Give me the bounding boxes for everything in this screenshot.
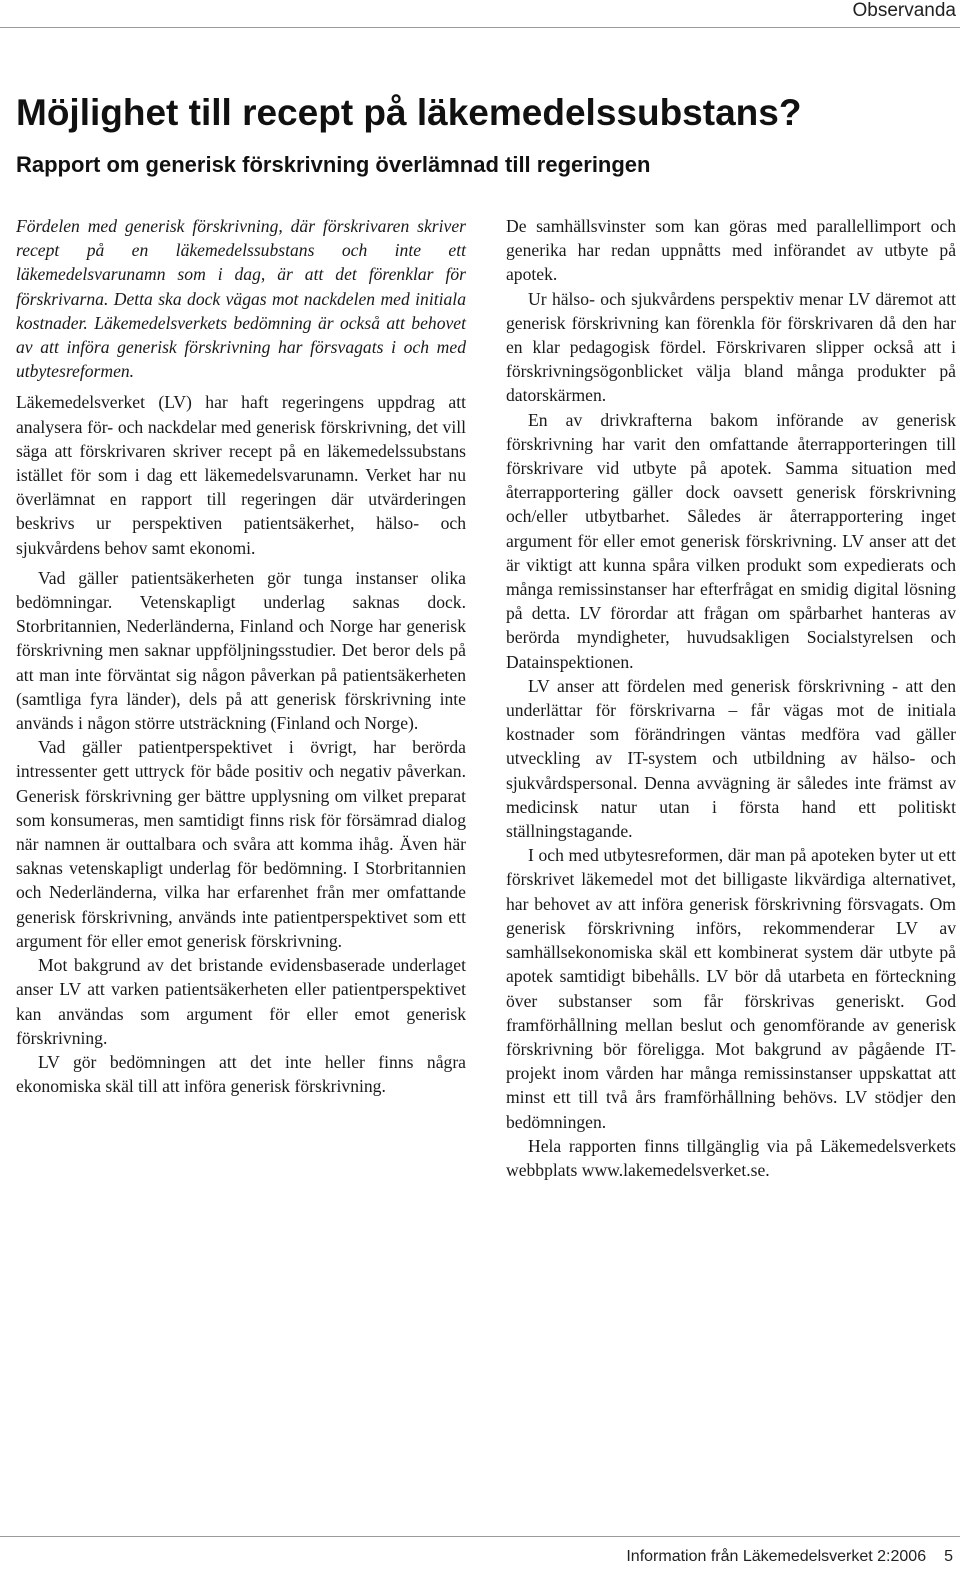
header-bar — [0, 0, 960, 28]
footer-divider — [0, 1536, 960, 1537]
lead-paragraph: Fördelen med generisk förskrivning, där förskrivaren skriver recept på en läkemedelssubstans och inte ett läkemedelsvarunamn som i dag, är att det förenklar för förskrivarna. Detta ska dock vägas mot nackdelen med initiala kostnader. Läkemedelsverkets bedömning är också att behovet av att införa generisk förskrivning har försvagats i och med utbytesreformen. — [16, 216, 466, 382]
right-column — [506, 214, 956, 1182]
page-footer — [626, 1548, 953, 1566]
body-paragraph: Läkemedelsverket (LV) har haft regeringens uppdrag att analysera för- och nackdelar med generisk förskrivning, det vill säga att förskrivaren skriver recept på en läkemedelssubstans istället för som i dag ett läkemedelsvarunamn. Verket har nu överlämnat en rapport till regeringen där utvärderingen beskrivs ur perspektiven patientsäkerhet, hälso- och sjukvårdens behov samt ekonomi. — [16, 392, 466, 558]
page-number: 5 — [944, 1548, 953, 1565]
body-paragraph: Hela rapporten finns tillgänglig via på Läkemedelsverkets webbplats www.lakemedelsverket.se. — [506, 1135, 956, 1180]
body-paragraph: Vad gäller patientperspektivet i övrigt, har berörda intressenter gett uttryck för både positiv och negativ påverkan. Generisk förskrivning ger bättre upplysning om vilket preparat som konsumeras, men samtidigt finns risk för försämrad dialog när namnen är outtalbara och svåra att komma ihåg. Även här saknas vetenskapligt underlag för bedömning. I Storbritannien och Nederländerna, vilka har erfarenhet från mer omfattande generisk förskrivning, används inte patientperspektivet som ett argument för eller emot generisk förskrivning. — [16, 737, 466, 951]
body-paragraph: LV gör bedömningen att det inte heller finns några ekonomiska skäl till att införa generisk förskrivning. — [16, 1051, 466, 1097]
article-subtitle: Rapport om generisk förskrivning överlämnad till regeringen — [16, 152, 651, 177]
publication-name: Information från Läkemedelsverket 2:2006 — [626, 1548, 927, 1565]
body-paragraph: De samhällsvinster som kan göras med parallellimport och generika har redan uppnåtts med införandet av utbyte på apotek. — [506, 216, 956, 285]
body-paragraph: Ur hälso- och sjukvårdens perspektiv menar LV däremot att generisk förskrivning kan förenkla för förskrivaren då den har en klar pedagogisk fördel. Förskrivaren slipper också att i förskrivningsögonblicket välja bland många produkter på datorskärmen. — [506, 288, 956, 406]
body-paragraph: Mot bakgrund av det bristande evidensbaserade underlaget anser LV att varken patientsäkerheten eller patientperspektivet kan användas som argument för eller emot generisk förskrivning. — [16, 955, 466, 1048]
body-paragraph: En av drivkrafterna bakom införande av generisk förskrivning har varit den omfattande återrapporteringen till förskrivare vid utbyte på apotek. Samma situation med återrapportering gäller dock oavsett generisk förskrivning och/eller utbytbarhet. Således är återrapportering inget argument för eller emot generisk förskrivning. LV anser att det är viktigt att kunna spåra vilken produkt som expedierats och många remissinstanser har efterfrågat en smidig digital lösning på detta. LV förordar att frågan om spårbarhet hanteras av berörda myndigheter, huvudsakligen Socialstyrelsen och Datainspektionen. — [506, 409, 956, 672]
section-label: Observanda — [852, 0, 956, 21]
article-title: Möjlighet till recept på läkemedelssubstans? — [16, 92, 802, 133]
body-paragraph: Vad gäller patientsäkerheten gör tunga instanser olika bedömningar. Vetenskapligt underlag saknas dock. Storbritannien, Nederländerna, Finland och Norge har generisk förskrivning men saknar uppföljningsstudier. Det beror dels på att man inte förväntat sig någon påverkan på patientsäkerheten (samtliga fyra länder), dels på att generisk förskrivning inte används i någon större utsträckning (Finland och Norge). — [16, 567, 466, 734]
left-column — [16, 214, 466, 1098]
body-paragraph: LV anser att fördelen med generisk förskrivning - att den underlättar för förskrivarna – får vägas mot de initiala kostnader som förändringen väntas medföra vad gäller utveckling av IT-system och utbildning av hälso- och sjukvårdspersonal. Denna avvägning är således inte främst av medicinsk natur utan i första hand ett politiskt ställningstagande. — [506, 675, 956, 842]
body-paragraph: I och med utbytesreformen, där man på apoteken byter ut ett förskrivet läkemedel mot det billigaste likvärdiga alternativet, har behovet av att införa generisk förskrivning försvagats. Om generisk förskrivning införs, rekommenderar LV av samhällsekonomiska skäl ett kombinerat system där utbyte på apotek samtidigt bibehålls. LV bör då utarbeta en förteckning över substanser som får förskrivas generiskt. God framförhållning mellan beslut och genomförande av generisk förskrivning bör föreligga. Mot bakgrund av pågående IT-projekt inom vården har många remissinstanser uppskattat att minst ett till två års framförhållning behövs. LV stödjer den bedömningen. — [506, 845, 956, 1132]
